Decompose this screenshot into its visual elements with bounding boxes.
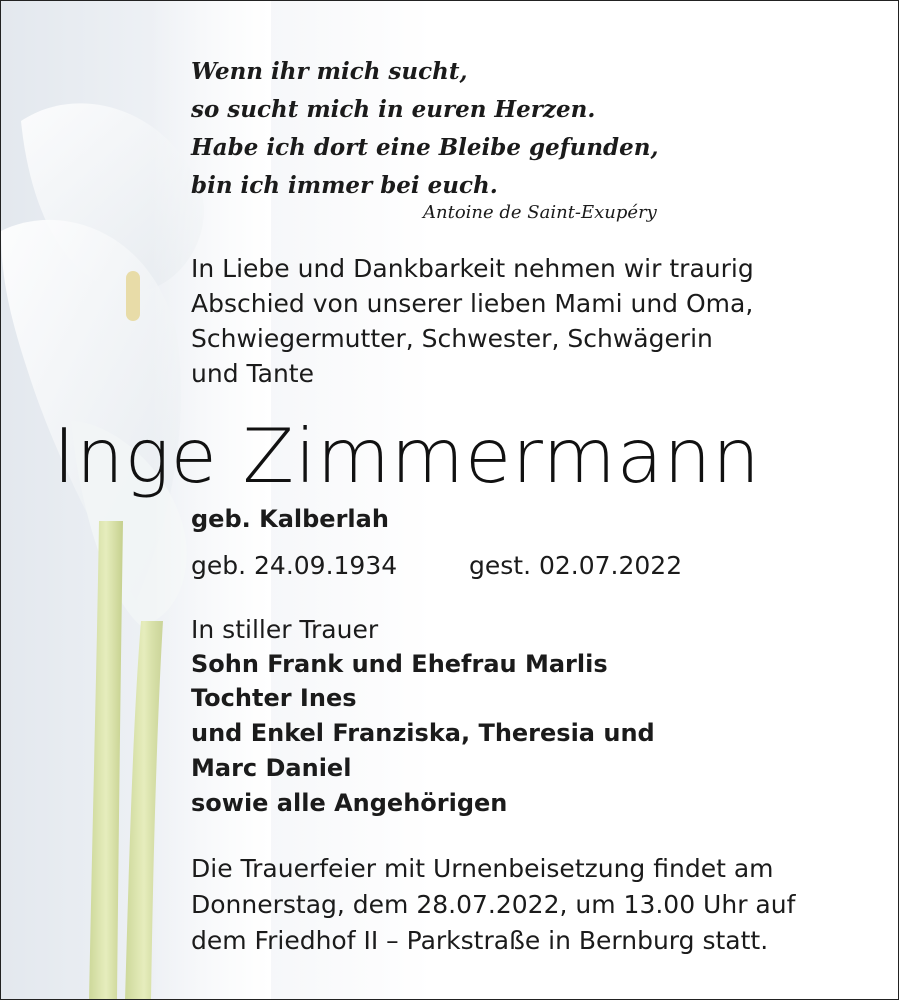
poem-line: Wenn ihr mich sucht, [191, 58, 468, 85]
service-line: Die Trauerfeier mit Urnenbeisetzung findet am [191, 854, 774, 883]
service-line: dem Friedhof II – Parkstraße in Bernburg statt. [191, 926, 769, 955]
mourner-line: sowie alle Angehörigen [191, 789, 508, 817]
birth-name: geb. Kalberlah [191, 505, 389, 533]
birth-date: geb. 24.09.1934 [191, 551, 398, 580]
mourners-heading: In stiller Trauer [191, 615, 379, 644]
intro-line: Abschied von unserer lieben Mami und Oma, [191, 289, 754, 318]
poem-author: Antoine de Saint-Exupéry [423, 202, 657, 223]
death-date: gest. 02.07.2022 [469, 551, 683, 580]
service-line: Donnerstag, dem 28.07.2022, um 13.00 Uhr auf [191, 890, 796, 919]
poem-line: so sucht mich in euren Herzen. [191, 96, 596, 123]
poem-line: Habe ich dort eine Bleibe gefunden, [191, 134, 659, 161]
intro-line: Schwiegermutter, Schwester, Schwägerin [191, 324, 713, 353]
deceased-name: Inge Zimmermann [53, 412, 761, 500]
mourner-line: und Enkel Franziska, Theresia und [191, 719, 655, 747]
mourner-line: Marc Daniel [191, 754, 352, 782]
mourner-line: Tochter Ines [191, 684, 357, 712]
mourner-line: Sohn Frank und Ehefrau Marlis [191, 650, 608, 678]
intro-line: und Tante [191, 359, 314, 388]
intro-line: In Liebe und Dankbarkeit nehmen wir traurig [191, 254, 754, 283]
poem-line: bin ich immer bei euch. [191, 172, 498, 199]
